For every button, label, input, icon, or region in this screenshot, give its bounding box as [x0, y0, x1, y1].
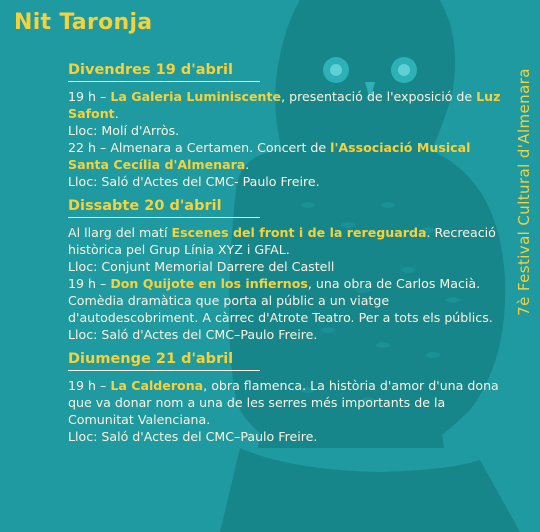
- event-description: 22 h – Almenara a Certamen. Concert de l'Associació Musical Santa Cecília d'Almenara.: [68, 140, 471, 172]
- day-section: [68, 198, 508, 343]
- event-location: Lloc: Saló d'Actes del CMC- Paulo Freire.: [68, 174, 320, 189]
- festival-side-label: 7è Festival Cultural d'Almenara: [515, 68, 533, 316]
- event-location: Lloc: Saló d'Actes del CMC–Paulo Freire.: [68, 327, 318, 342]
- day-heading: Divendres 19 d'abril: [68, 62, 260, 82]
- page-title: Nit Taronja: [14, 10, 153, 35]
- event-description: 19 h – La Calderona, obra flamenca. La història d'amor d'una dona que va donar nom a una de les serres més importants de la Comunitat Valenciana.: [68, 378, 499, 427]
- event-description: 19 h – Don Quijote en los infiernos, una obra de Carlos Macià. Comèdia dramàtica que porta al públic a un viatge d'autodescobriment. A càrrec d'Atrote Teatro. Per a tots els públics.: [68, 276, 493, 325]
- event-location: Lloc: Conjunt Memorial Darrere del Castell: [68, 259, 335, 274]
- event-location: Lloc: Molí d'Arròs.: [68, 123, 180, 138]
- day-heading: Dissabte 20 d'abril: [68, 198, 260, 218]
- event-description: Al llarg del matí Escenes del front i de la rereguarda. Recreació històrica pel Grup Línia XYZ i GFAL.: [68, 225, 496, 257]
- day-section: [68, 351, 508, 445]
- program-list: [68, 62, 508, 445]
- event-location: Lloc: Saló d'Actes del CMC–Paulo Freire.: [68, 429, 318, 444]
- day-section: [68, 62, 508, 190]
- event-description: 19 h – La Galeria Luminiscente, presentació de l'exposició de Luz Safont.: [68, 89, 501, 121]
- day-heading: Diumenge 21 d'abril: [68, 351, 260, 371]
